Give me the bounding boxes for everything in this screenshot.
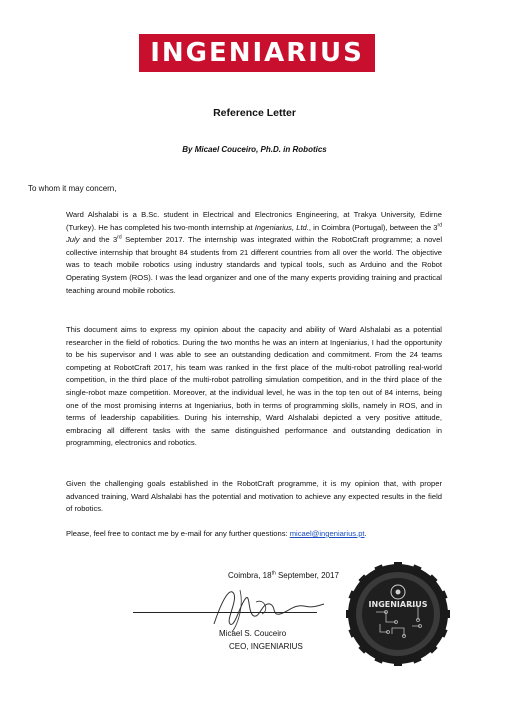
signatory-role: CEO, INGENIARIUS <box>229 642 303 651</box>
letter-subtitle: By Micael Couceiro, Ph.D. in Robotics <box>182 145 327 154</box>
paragraph-1 <box>66 209 442 297</box>
paragraph-4 <box>66 529 367 538</box>
seal-gear-tooth <box>346 610 354 618</box>
signatory-name: Micael S. Couceiro <box>219 629 287 638</box>
date-sup: th <box>271 570 276 577</box>
p1-month: July <box>66 235 80 245</box>
paragraph-2: This document aims to express my opinion about the capacity and ability of Ward Alshalabi as a potential researcher in the field of robotics. During the two months he was an intern at Ingeniarius, I had the opportunity to be his supervisor and I was able to see an outstanding dedication and commitment. From the 24 teams competing at RobotCraft 2017, his team was ranked in the first place of the multi-robot patrolling real-world competition, in the third place of the multi-robot patrolling simulation competition, and in the third place of the single-robot maze competition. Moreover, at the individual level, he was in the top ten out of 84 interns, being one of the most promising interns at Ingeniarius, both in terms of programming skills, namely in ROS, and in terms of leadership capabilities. During his internship, Ward Alshalabi depicted a very positive attitude, embracing all different tasks with the same distinguished performance and outstanding dedication in programming, electronics and robotics. <box>66 325 442 448</box>
p1-text-d: September 2017. The internship was integrated within the RobotCraft programme; a novel collective internship that brought 84 students from 21 different countries from all over the world. The objective was to teach mobile robotics using industry standards and typical tools, such as Arduino and the Robot Operating System (ROS). I was the lead organizer and one of the many experts providing training and practical teaching around mobile robotics. <box>66 235 443 295</box>
date-text-a: Coimbra, 18 <box>228 571 272 580</box>
seal-gear-tooth <box>442 610 450 618</box>
p1-text-a: Ward Alshalabi is a B.Sc. student in Electrical and Electronics Engineering, at Trakya University, Edirne (Turkey). He has completed his two-month internship at <box>66 210 442 232</box>
p1-text-b: , in Coimbra (Portugal), between the 3 <box>308 222 438 232</box>
p1-sup-2: rd <box>117 234 122 241</box>
seal-text: INGENIARIUS <box>368 600 428 609</box>
handwritten-signature <box>200 580 330 634</box>
ingeniarius-logo <box>139 34 375 72</box>
p1-sup-1: rd <box>437 222 442 229</box>
seal-gear-tooth <box>394 562 402 570</box>
logo-text: INGENIARIUS <box>150 38 364 68</box>
signature-date <box>228 571 339 580</box>
paragraph-3: Given the challenging goals established in the RobotCraft programme, it is my opinion that, with proper advanced training, Ward Alshalabi has the potential and motivation to achieve any expected results in the field of robotics. <box>66 479 442 514</box>
email-link[interactable]: micael@ingeniarius.pt <box>289 529 365 538</box>
p4-end: . <box>364 529 367 538</box>
letter-title: Reference Letter <box>213 107 296 119</box>
company-seal-stamp <box>346 562 450 666</box>
p1-company: Ingeniarius, Ltd. <box>254 222 309 232</box>
date-text-b: September, 2017 <box>275 571 339 580</box>
p1-text-c: and the 3 <box>79 235 118 245</box>
seal-gear-tooth <box>394 658 402 666</box>
signature-line <box>133 612 317 613</box>
salutation: To whom it may concern, <box>28 184 117 193</box>
p4-text: Please, feel free to contact me by e-mail for any further questions: <box>66 529 290 538</box>
